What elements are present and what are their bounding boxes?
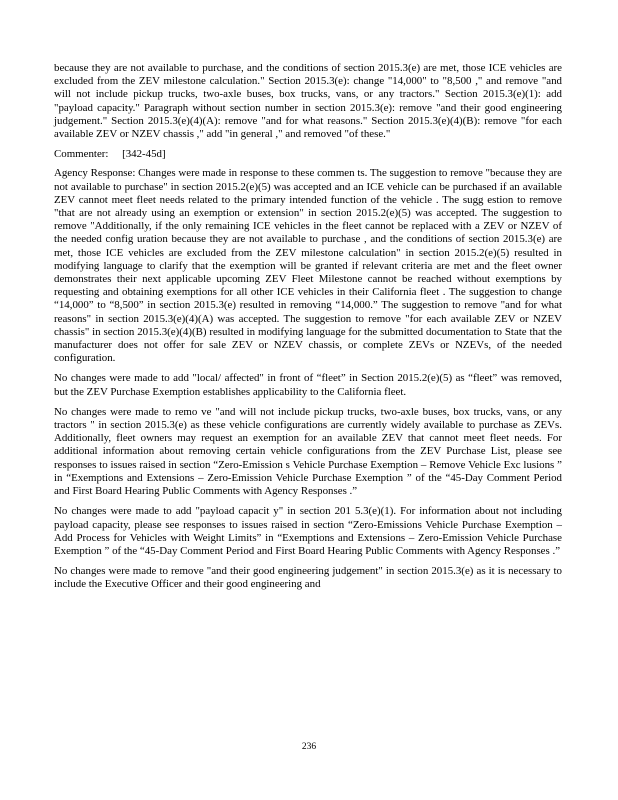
page-number: 236 [301, 742, 317, 752]
response-paragraph-vehicle-configurations: No changes were made to remo ve "and will not include pickup trucks, two-axle buses, box trucks, vans, or any tractors " in section 2015.3(e) as these vehicle configurations are currently widely available to purchase as ZEVs. Additionally, fleet owners may request an exemption for an available ZEV that cannot meet fleet needs. For additional information about removing certain vehicle configurations from the ZEV Purchase List, please see responses to issues raised in section “Zero-Emission s Vehicle Purchase Exemption – Remove Vehicle Exc lusions ” in “Exemptions and Extensions – Zero-Emission Vehicle Purchase Exemption ” of the “45-Day Comment Period and First Board Hearing Public Comments with Agency Responses .” [54, 405, 562, 498]
agency-response-paragraph: Agency Response: Changes were made in response to these commen ts. The suggestion to remove "because they are not available to purchase" in section 2015.2(e)(5) was accepted and an ICE vehicle can be purchased if an available ZEV cannot meet fleet needs related to the primary intended function of the vehicle . The sugg estion to remove "that are not already using an exemption or extension" in section 2015.2(e)(5) was accepted. The suggestion to remove "Additionally, if the only remaining ICE vehicles in the fleet cannot be replaced with a ZEV or NZEV of the needed config uration because they are not available to purchase , and the conditions of section 2015.3(e) are met, those ICE vehicles are excluded from the ZEV milestone calculation" in section 2015.2(e)(5) resulted in modifying language to clarify that the exemption will be granted if relevant criteria are met and the fleet owner demonstrates their next applicable upcoming ZEV Fleet Milestone cannot be reached without exemptions by requesting and obtaining exemptions for all other ICE vehicles in their California fleet . The suggestion to change “14,000” to “8,500” in section 2015.3(e) resulted in removing “14,000.” The suggestion to remove "and for what reasons" in section 2015.3(e)(4)(A) was accepted. The suggestion to remove "for each available ZEV or NZEV chassis" in section 2015.3(e)(4)(B) resulted in modifying language for the submitted documentation to State that the manufacturer does not offer for sale ZEV or NZEV chassis, or complete ZEVs or NZEVs, of the needed configuration. [54, 167, 562, 365]
commenter-id: [342-45d] [122, 148, 166, 161]
response-paragraph-payload-capacity: No changes were made to add "payload capacit y" in section 201 5.3(e)(1). For information about not including payload capacity, please see responses to issues raised in section “Zero-Emissions Vehicle Purchase Exemption – Add Process for Vehicles with Weight Limits” in “Exemptions and Extensions – Zero-Emission Vehicle Purchase Exemption ” of the “45-Day Comment Period and First Board Hearing Public Comments with Agency Responses .” [54, 505, 562, 557]
comment-paragraph: because they are not available to purchase, and the conditions of section 2015.3(e) are met, those ICE vehicles are excluded from the ZEV milestone calculation." Section 2015.3(e): change "14,000" to "8,500 ," and remove "and will not include pickup trucks, two-axle buses, box trucks, vans, or any tractors." Section 2015.3(e)(1): add "payload capacity." Paragraph without section number in section 2015.3(e): remove "and their good engineering judgement." Section 2015.3(e)(4)(A): remove "and for what reasons." Section 2015.3(e)(4)(B): remove "for each available ZEV or NZEV chassis ," add "in general ," and removed "of these." [54, 62, 562, 141]
response-paragraph-engineering-judgement: No changes were made to remove "and their good engineering judgement" in section 2015.3(e) as it is necessary to include the Executive Officer and their good engineering and [54, 565, 562, 591]
response-paragraph-local-affected: No changes were made to add "local/ affected" in front of “fleet” in Section 2015.2(e)(5) as “fleet” was removed, but the ZEV Purchase Exemption establishes applicability to the California fleet. [54, 372, 562, 398]
commenter-line [54, 148, 562, 161]
commenter-label: Commenter: [54, 148, 109, 161]
document-body [54, 62, 562, 599]
